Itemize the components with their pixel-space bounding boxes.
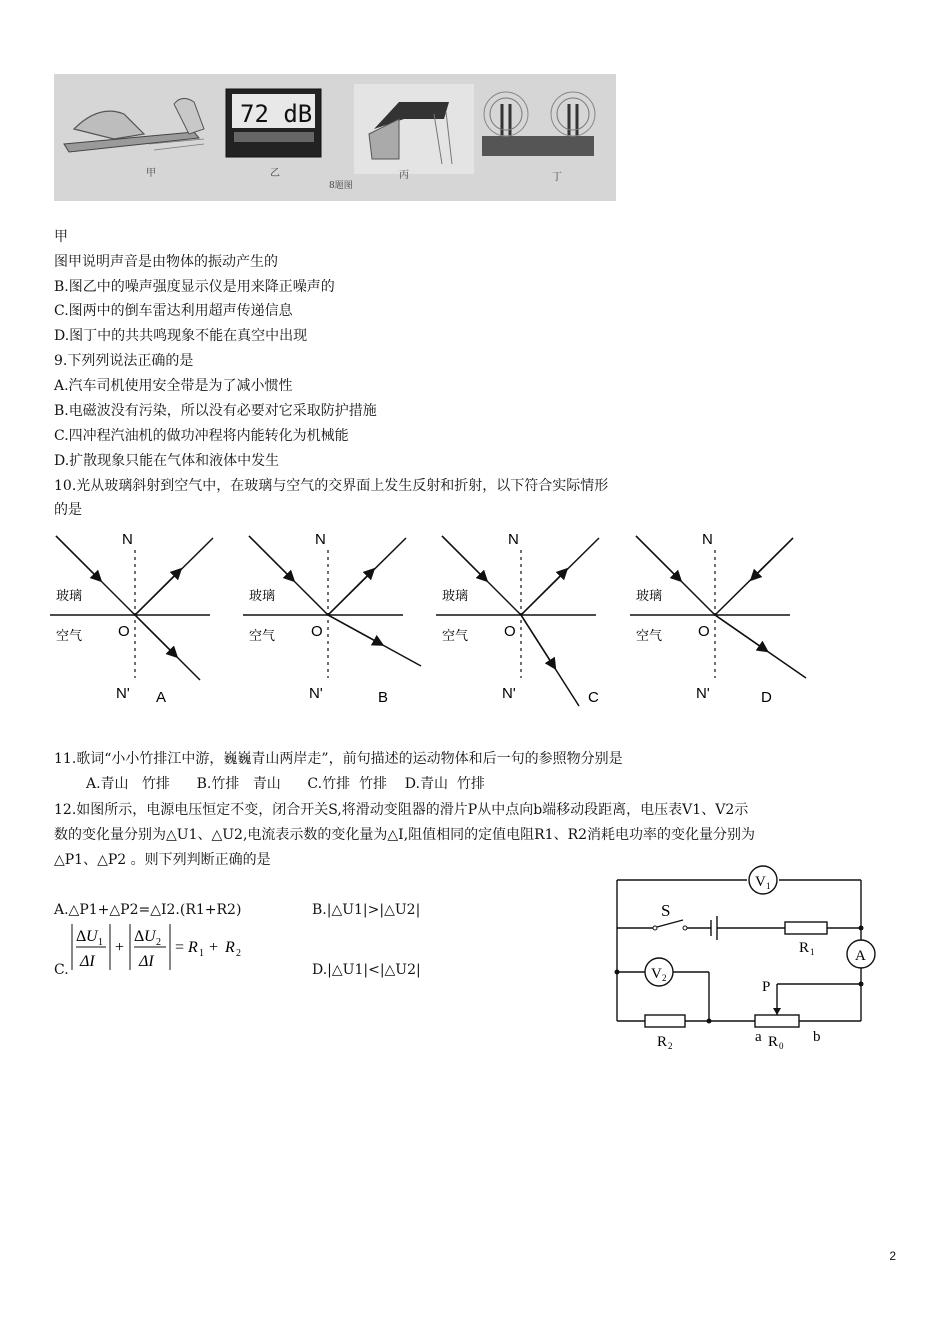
figure-8-photo [54, 74, 616, 201]
q12-stem-line3: △P1、△P2 。则下列判断正确的是 [54, 852, 271, 868]
diagram-a-point: O [118, 623, 130, 640]
diagram-b-point: O [311, 623, 323, 640]
formula-u2-sub: 2 [156, 937, 161, 948]
diagram-a-choice: A [156, 689, 167, 706]
q8-option-b: B.图乙中的噪声强度显示仪是用来降正噪声的 [54, 279, 335, 295]
end-a-label: a [755, 1029, 762, 1045]
diagram-c-choice: C [588, 689, 599, 706]
q8-lead: 甲 [54, 229, 68, 245]
diagram-c-point: O [504, 623, 516, 640]
formula-equals: = [175, 939, 185, 956]
q12-option-b: B.|△U1|>|△U2| [312, 902, 421, 918]
r1-sub: 1 [810, 947, 815, 957]
formula-u1-sub: 1 [98, 937, 103, 948]
formula-delta-2: Δ [134, 928, 145, 945]
formula-den-1: ΔI [80, 953, 95, 970]
formula-r1-sub: 1 [199, 948, 204, 959]
r1-label: R [799, 940, 810, 956]
diagram-c [436, 531, 599, 706]
q10-stem-line1: 10.光从玻璃斜射到空气中，在玻璃与空气的交界面上发生反射和折射，以下符合实际情形 [54, 478, 609, 494]
end-b-label: b [813, 1029, 821, 1045]
q11-options: A.青山 竹排 B.竹排 青山 C.竹排 竹排 D.青山 竹排 [86, 776, 485, 792]
formula-delta-1: Δ [76, 928, 87, 945]
v2-label: V [651, 966, 662, 982]
diagram-a-normal-bottom: N' [116, 685, 130, 702]
q8-option-a: 图甲说明声音是由物体的振动产生的 [54, 254, 278, 270]
q12-option-d: D.|△U1|<|△U2| [312, 962, 421, 978]
r0-sub: 0 [779, 1041, 784, 1051]
v2-sub: 2 [662, 973, 667, 983]
q9-option-b: B.电磁波没有污染，所以没有必要对它采取防护措施 [54, 403, 377, 419]
diagram-b-choice: B [378, 689, 389, 706]
q10-diagrams [50, 528, 820, 713]
diagram-d-choice: D [761, 689, 772, 706]
figure-8-sketch [54, 74, 616, 201]
diagram-c-glass-label: 玻璃 [442, 588, 469, 603]
v1-sub: 1 [766, 881, 771, 891]
diagram-b-air-label: 空气 [249, 628, 276, 643]
switch-s [657, 920, 683, 927]
switch-label: S [661, 901, 671, 920]
diagram-c-normal-top: N [508, 531, 519, 548]
circuit-svg [605, 860, 885, 1055]
q12-circuit [605, 860, 885, 1055]
formula-u2: U [144, 928, 156, 945]
q12-option-c-label: C. [54, 962, 69, 978]
panel-bing-caption: 丙 [399, 170, 409, 181]
diagram-d [630, 531, 806, 706]
formula-svg [68, 922, 258, 974]
q12-option-a: A.△P1+△P2=△I2.(R1+R2) [54, 902, 242, 918]
q9-option-d: D.扩散现象只能在气体和液体中发生 [54, 453, 280, 469]
page-number: 2 [889, 1249, 896, 1263]
diagram-b-normal-top: N [315, 531, 326, 548]
resistor-r2 [645, 1015, 685, 1027]
diagram-c-normal-bottom: N' [502, 685, 516, 702]
diagram-b-glass-label: 玻璃 [249, 588, 276, 603]
figure-8-caption: 8题图 [329, 181, 353, 191]
q12-stem-line2: 数的变化量分别为△U1、△U2,电流表示数的变化量为△I,阻值相同的定值电阻R1、R2消耗电功率的变化量分别为 [54, 827, 756, 843]
diagram-a-air-label: 空气 [56, 628, 83, 643]
r2-label: R [657, 1034, 668, 1050]
q9-option-a: A.汽车司机使用安全带是为了减小惯性 [54, 378, 293, 394]
diagram-c-air-label: 空气 [442, 628, 469, 643]
q9-option-c: C.四冲程汽油机的做功冲程将内能转化为机械能 [54, 428, 349, 444]
q10-stem-line2: 的是 [54, 502, 82, 518]
diagram-a [50, 531, 213, 706]
diagram-b-normal-bottom: N' [309, 685, 323, 702]
q8-option-c: C.图两中的倒车雷达利用超声传递信息 [54, 303, 293, 319]
panel-jia-caption: 甲 [146, 168, 156, 179]
q12-stem-line1: 12.如图所示，电源电压恒定不变，闭合开关S,将滑动变阻器的滑片P从中点向b端移动段距离，电压表V1、V2示 [54, 802, 749, 818]
diagram-a-glass-label: 玻璃 [56, 588, 83, 603]
slider-label: P [762, 979, 771, 995]
diagram-d-glass-label: 玻璃 [636, 588, 663, 603]
formula-r2: R [225, 939, 235, 956]
q11-stem: 11.歌词“小小竹排江中游，巍巍青山两岸走”，前句描述的运动物体和后一句的参照物分别是 [54, 751, 623, 767]
resistor-r1 [785, 922, 827, 934]
v1-label: V [755, 874, 766, 890]
q9-stem: 9.下列列说法正确的是 [54, 353, 194, 369]
diagram-d-air-label: 空气 [636, 628, 663, 643]
q12-option-c-formula [68, 922, 258, 974]
formula-r1: R [188, 939, 198, 956]
diagram-d-point: O [698, 623, 710, 640]
formula-plus: + [115, 939, 125, 956]
diagram-a-normal-top: N [122, 531, 133, 548]
r2-sub: 2 [668, 1041, 673, 1051]
r0-label: R [768, 1034, 779, 1050]
diagram-d-normal-bottom: N' [696, 685, 710, 702]
formula-den-2: ΔI [139, 953, 154, 970]
ammeter-label: A [855, 948, 866, 964]
panel-ding-caption: 丁 [552, 172, 562, 183]
q10-diagrams-svg [50, 528, 820, 713]
panel-yi-caption: 乙 [270, 168, 280, 179]
noise-display-reading: 72 dB [240, 100, 313, 128]
formula-rplus: + [209, 939, 219, 956]
formula-u1: U [86, 928, 98, 945]
diagram-d-normal-top: N [702, 531, 713, 548]
rheostat-r0 [755, 1015, 799, 1027]
q8-option-d: D.图丁中的共共鸣现象不能在真空中出现 [54, 328, 308, 344]
diagram-b [243, 531, 421, 706]
formula-r2-sub: 2 [236, 948, 241, 959]
